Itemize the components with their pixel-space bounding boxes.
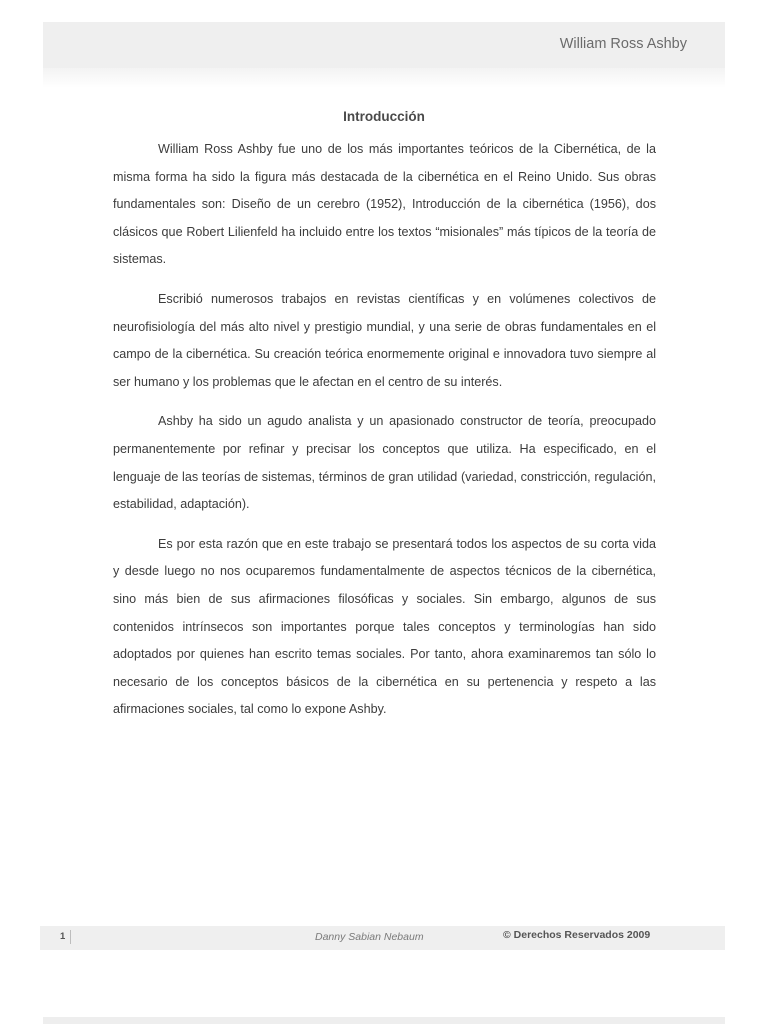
paragraph: Es por esta razón que en este trabajo se presentará todos los aspectos de su corta vida y desde luego no nos ocuparemos fundamentalmente de aspectos técnicos de la cibernética, sino más bien de sus afirmaciones filosóficas y sociales. Sin embargo, algunos de sus contenidos intrínsecos son importantes porque tales conceptos y terminologías han sido adoptados por quienes han escrito temas sociales. Por tanto, ahora examinaremos tan sólo lo necesario de los conceptos básicos de la cibernética en su pertenencia y respeto a las afirmaciones sociales, tal como lo expone Ashby. <box>113 536 656 717</box>
page-number: 1 <box>60 931 66 942</box>
document-title: Introducción <box>343 109 425 124</box>
document-body <box>113 136 656 736</box>
page-number-divider <box>70 930 71 944</box>
paragraph: William Ross Ashby fue uno de los más importantes teóricos de la Cibernética, de la misma forma ha sido la figura más destacada de la cibernética en el Reino Unido. Sus obras fundamentales son: Diseño de un cerebro (1952), Introducción de la cibernética (1956), dos clásicos que Robert Lilienfeld ha incluido entre los textos “misionales” más típicos de la teoría de sistemas. <box>113 142 656 267</box>
next-page-edge <box>43 1017 725 1024</box>
header-shadow <box>43 68 725 88</box>
footer-copyright: © Derechos Reservados 2009 <box>503 929 651 941</box>
paragraph: Ashby ha sido un agudo analista y un apasionado constructor de teoría, preocupado permanentemente por refinar y precisar los conceptos que utiliza. Ha especificado, en el lenguaje de las teorías de sistemas, términos de gran utilidad (variedad, constricción, regulación, estabilidad, adaptación). <box>113 414 656 512</box>
page-footer <box>40 926 725 950</box>
paragraph: Escribió numerosos trabajos en revistas científicas y en volúmenes colectivos de neurofisiología del más alto nivel y prestigio mundial, y una serie de obras fundamentales en el campo de la cibernética. Su creación teórica enormemente original e innovadora tuvo siempre al ser humano y los problemas que le afectan en el centro de su interés. <box>113 291 656 389</box>
page-header <box>43 22 725 68</box>
footer-author: Danny Sabian Nebaum <box>315 931 424 943</box>
header-author: William Ross Ashby <box>559 36 687 52</box>
